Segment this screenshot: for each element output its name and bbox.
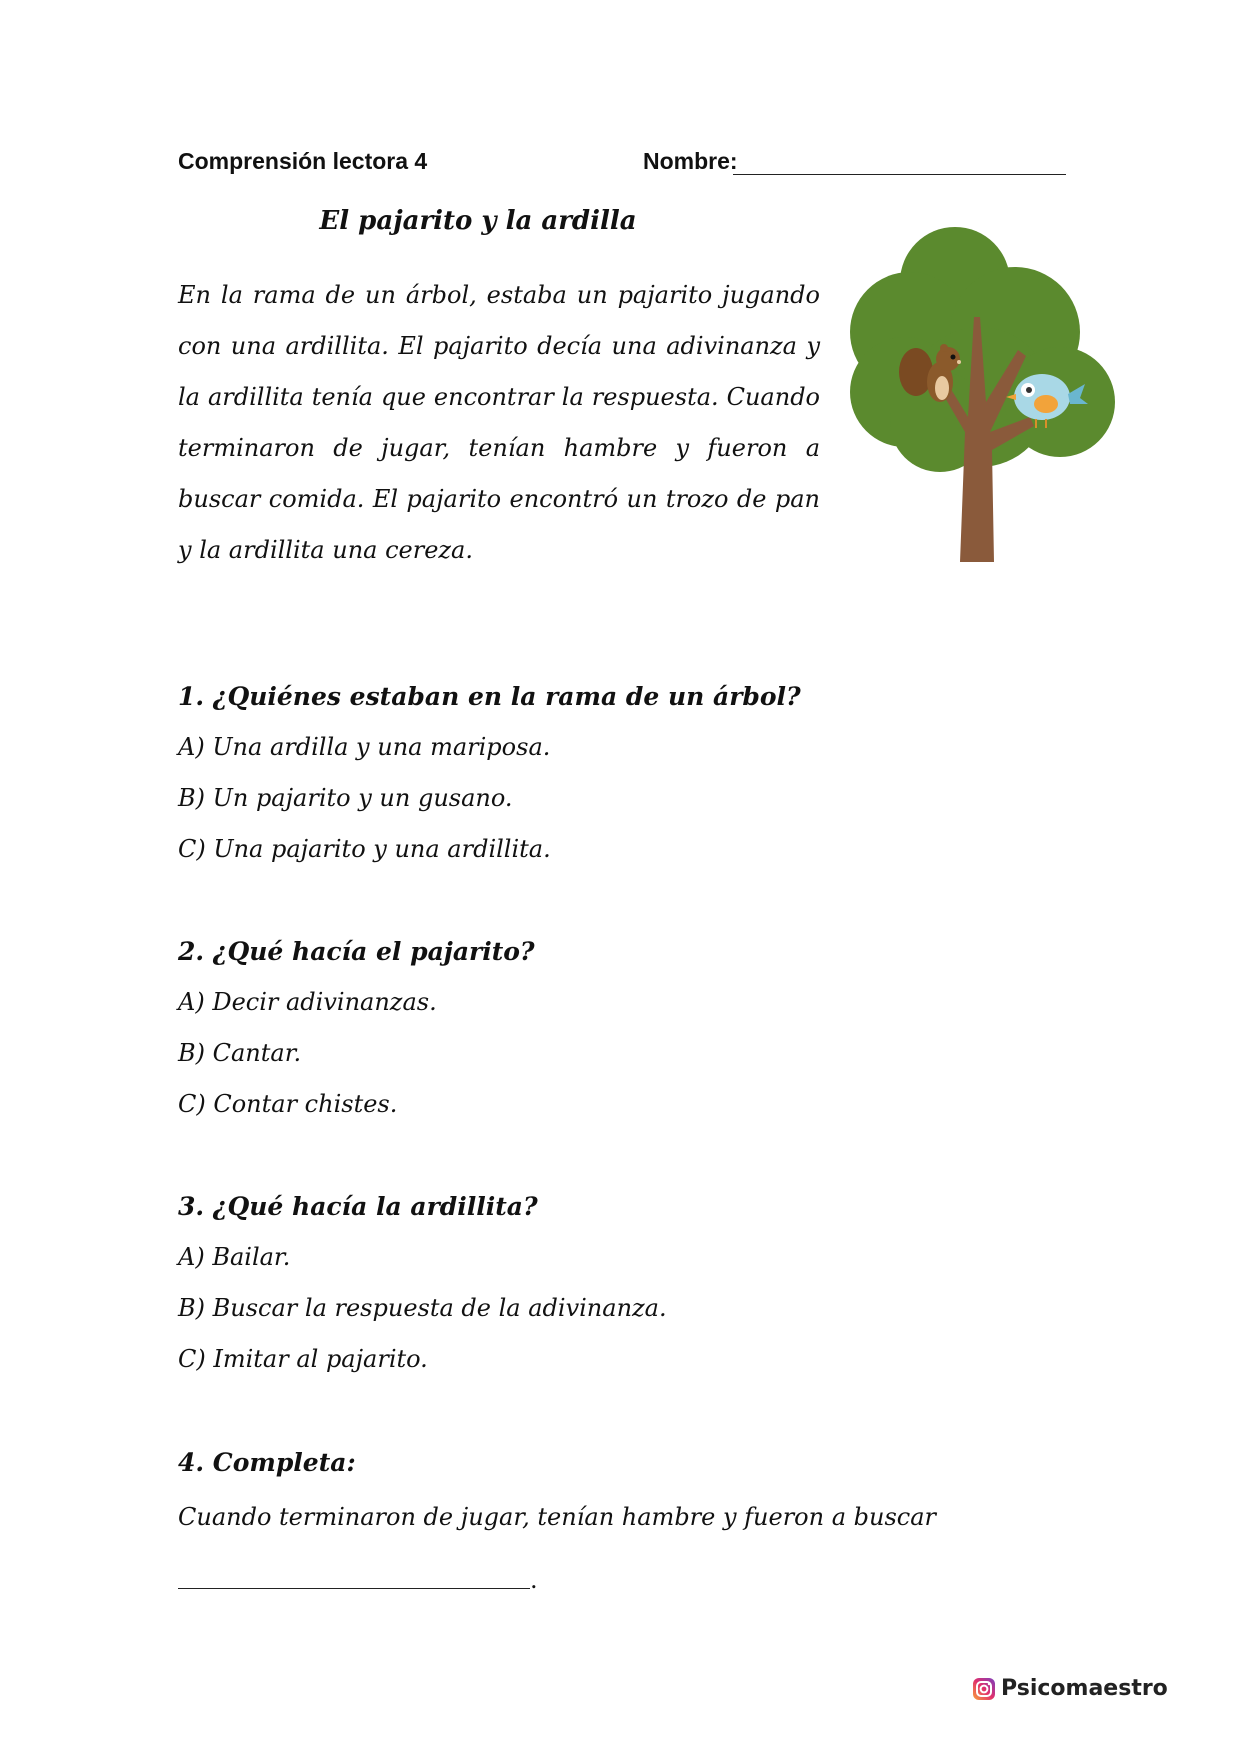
question-3: 3. ¿Qué hacía la ardillita?: [178, 1192, 538, 1221]
tree-with-squirrel-and-bird-icon: [840, 222, 1130, 562]
q1-option-a[interactable]: A) Una ardilla y una mariposa.: [178, 733, 551, 761]
sentence-end-dot: .: [530, 1566, 538, 1594]
question-2: 2. ¿Qué hacía el pajarito?: [178, 937, 535, 966]
story-text: En la rama de un árbol, estaba un pajarito jugando con una ardillita. El pajarito decía una adivinanza y la ardillita tenía que encontrar la respuesta. Cuando terminaron de jugar, tenían hambre y fueron a buscar comida. El pajarito encontró un trozo de pan y la ardillita una cereza.: [178, 281, 820, 564]
q1-option-b[interactable]: B) Un pajarito y un gusano.: [178, 784, 513, 812]
q2-option-b[interactable]: B) Cantar.: [178, 1039, 302, 1067]
worksheet-title: Comprensión lectora 4: [178, 148, 428, 174]
answer-blank-line[interactable]: [178, 1588, 530, 1589]
instagram-icon: [972, 1677, 996, 1701]
story-title: El pajarito y la ardilla: [319, 206, 637, 236]
worksheet-header: [178, 148, 1066, 188]
complete-sentence: Cuando terminaron de jugar, tenían hambre y fueron a buscar: [178, 1503, 937, 1531]
question-1: 1. ¿Quiénes estaban en la rama de un árbol?: [178, 682, 801, 711]
brand-name: Psicomaestro: [1001, 1676, 1168, 1701]
q2-option-c[interactable]: C) Contar chistes.: [178, 1090, 398, 1118]
q2-option-a[interactable]: A) Decir adivinanzas.: [178, 988, 437, 1016]
name-label: Nombre:: [643, 148, 738, 174]
question-4: 4. Completa:: [178, 1448, 356, 1477]
footer-brand: [972, 1676, 1168, 1701]
name-input-line[interactable]: [733, 174, 1066, 175]
q3-option-c[interactable]: C) Imitar al pajarito.: [178, 1345, 428, 1373]
q3-option-a[interactable]: A) Bailar.: [178, 1243, 291, 1271]
q3-option-b[interactable]: B) Buscar la respuesta de la adivinanza.: [178, 1294, 667, 1322]
q1-option-c[interactable]: C) Una pajarito y una ardillita.: [178, 835, 551, 863]
